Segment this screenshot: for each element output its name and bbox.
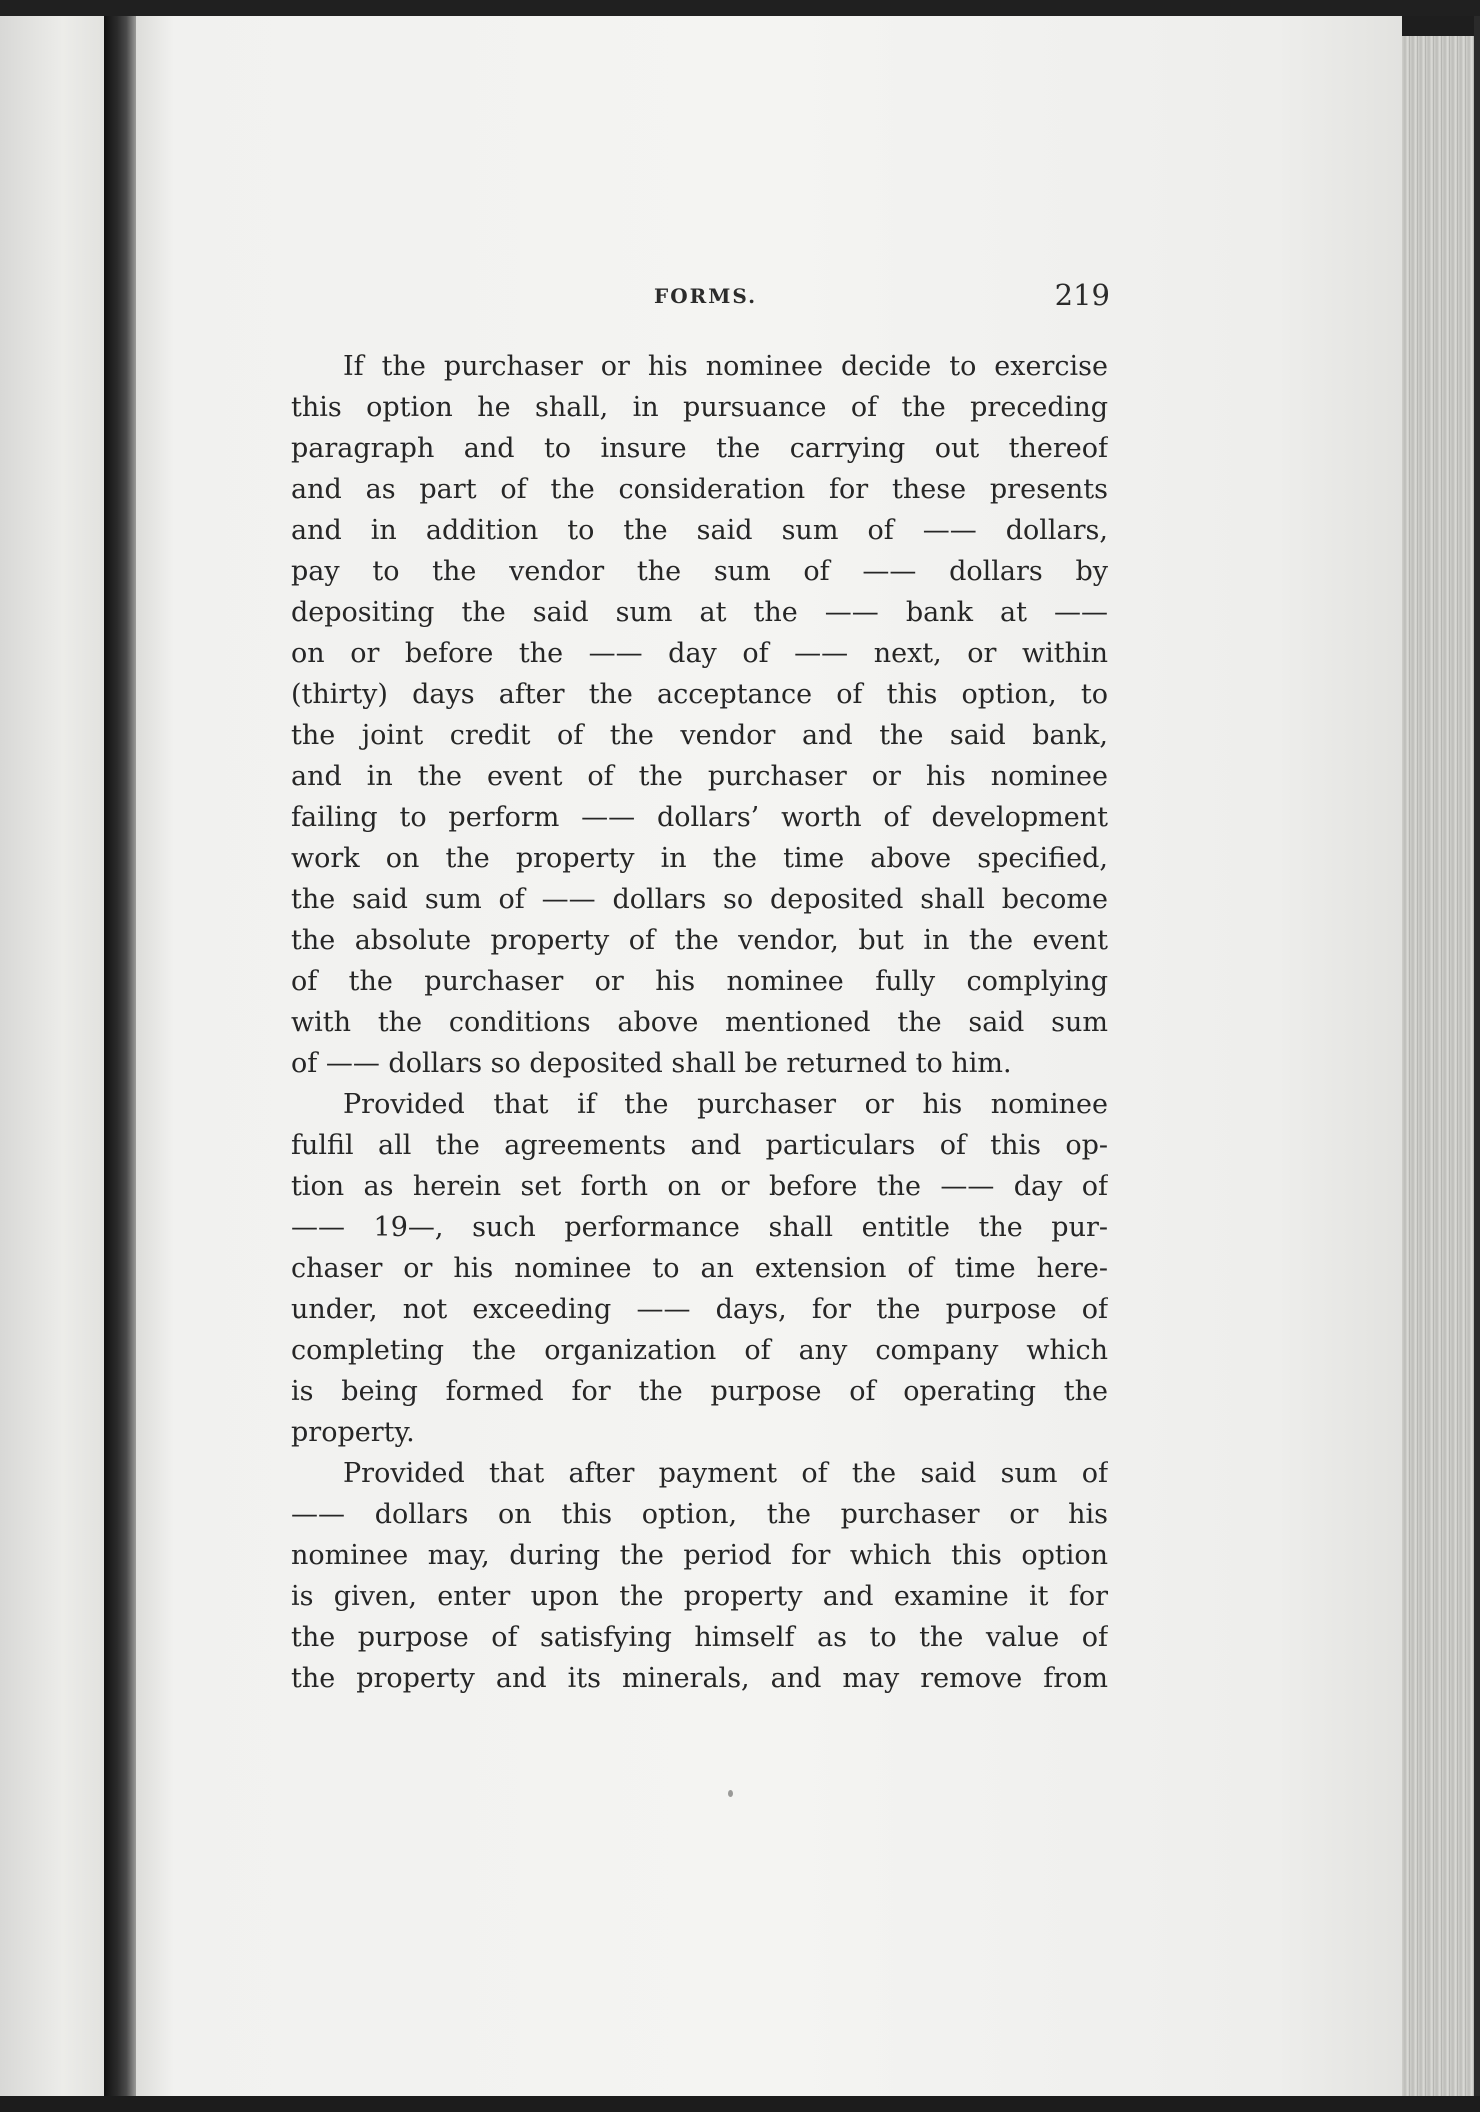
ink-speck: [728, 1790, 733, 1797]
text-line: —— 19—, such performance shall entitle the pur-: [291, 1212, 1108, 1243]
page-edge-shadow: [1474, 16, 1480, 2096]
page-block-edge: [1402, 36, 1474, 2096]
text-line: chaser or his nominee to an extension of time here-: [291, 1253, 1108, 1284]
text-line: failing to perform —— dollars’ worth of development: [291, 802, 1108, 833]
text-line: and as part of the consideration for these presents: [291, 474, 1108, 505]
text-line: fulfil all the agreements and particulars of this op-: [291, 1130, 1108, 1161]
text-line: is given, enter upon the property and examine it for: [291, 1581, 1108, 1612]
text-line: (thirty) days after the acceptance of this option, to: [291, 679, 1108, 710]
text-line: nominee may, during the period for which this option: [291, 1540, 1108, 1571]
text-line: and in addition to the said sum of —— dollars,: [291, 515, 1108, 546]
text-line: of the purchaser or his nominee fully complying: [291, 966, 1108, 997]
facing-page: [0, 16, 104, 2096]
text-line: pay to the vendor the sum of —— dollars by: [291, 556, 1108, 587]
book-gutter: [104, 16, 136, 2096]
text-line: depositing the said sum at the —— bank at ——: [291, 597, 1108, 628]
scan-border-top: [0, 0, 1480, 16]
text-line: paragraph and to insure the carrying out thereof: [291, 433, 1108, 464]
text-line: property.: [291, 1417, 415, 1448]
text-line: Provided that if the purchaser or his nominee: [343, 1089, 1108, 1120]
text-line: completing the organization of any company which: [291, 1335, 1108, 1366]
body-text: [291, 346, 1108, 1699]
text-line: on or before the —— day of —— next, or within: [291, 638, 1108, 669]
text-line: work on the property in the time above specified,: [291, 843, 1108, 874]
text-line: the property and its minerals, and may remove from: [291, 1663, 1108, 1694]
text-line: the purpose of satisfying himself as to the value of: [291, 1622, 1108, 1653]
text-line: with the conditions above mentioned the said sum: [291, 1007, 1108, 1038]
text-line: the joint credit of the vendor and the said bank,: [291, 720, 1108, 751]
text-line: the absolute property of the vendor, but in the event: [291, 925, 1108, 956]
text-line: of —— dollars so deposited shall be returned to him.: [291, 1048, 1012, 1079]
text-line: If the purchaser or his nominee decide to exercise: [343, 351, 1108, 382]
text-line: is being formed for the purpose of operating the: [291, 1376, 1108, 1407]
running-header: [290, 278, 1110, 322]
scan-border-bottom: [0, 2096, 1480, 2112]
text-line: and in the event of the purchaser or his nominee: [291, 761, 1108, 792]
page-number: 219: [1054, 278, 1110, 312]
text-line: this option he shall, in pursuance of the preceding: [291, 392, 1108, 423]
text-line: under, not exceeding —— days, for the purpose of: [291, 1294, 1108, 1325]
text-line: —— dollars on this option, the purchaser or his: [291, 1499, 1108, 1530]
running-title: FORMS.: [654, 284, 758, 308]
text-line: Provided that after payment of the said sum of: [343, 1458, 1108, 1489]
text-line: tion as herein set forth on or before the —— day of: [291, 1171, 1108, 1202]
text-line: the said sum of —— dollars so deposited shall become: [291, 884, 1108, 915]
